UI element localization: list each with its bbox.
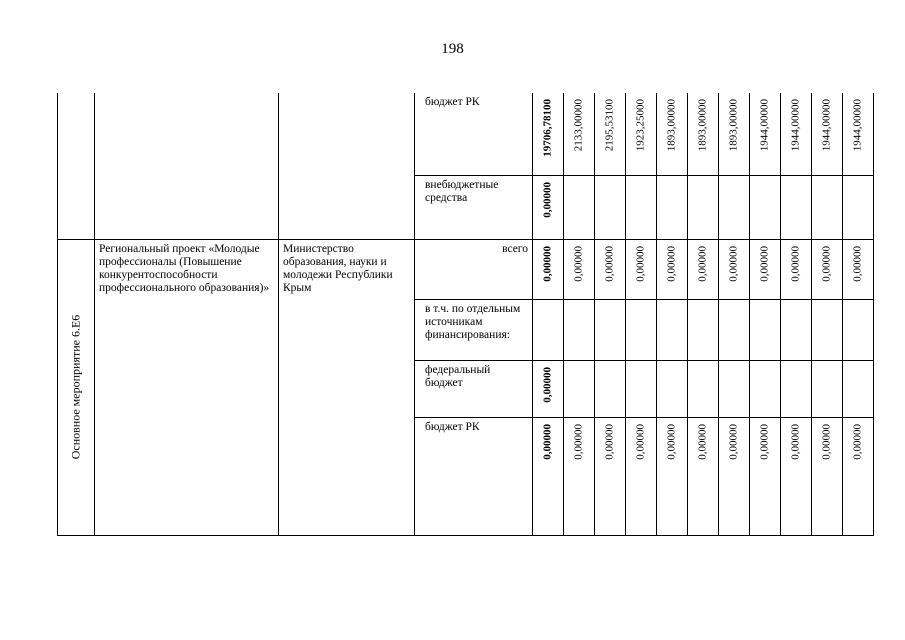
year-value: 0,00000 [789,423,802,460]
label-cell-prev [58,93,95,239]
year-value: 1893,00000 [696,99,709,152]
year-value-cell [564,239,595,299]
year-value-cell [750,360,781,417]
year-value: 0,00000 [634,245,647,282]
funding-source: всего [502,242,528,255]
executor-cell-prev [279,93,415,239]
year-value-cell [688,360,719,417]
page-number: 198 [441,41,464,57]
year-value: 1944,00000 [820,99,833,152]
year-value-cell [626,175,657,239]
year-value: 0,00000 [696,423,709,460]
year-value: 0,00000 [758,245,771,282]
year-value-cell [719,175,750,239]
year-value-cell [626,417,657,535]
year-value-cell [843,239,874,299]
source-cell [415,239,533,299]
total-cell [533,417,564,535]
year-value-cell [812,93,843,175]
year-value-cell [657,93,688,175]
year-value-cell [595,417,626,535]
year-value-cell [595,299,626,360]
year-value: 0,00000 [603,245,616,282]
year-value-cell [781,175,812,239]
total-value: 19706,78100 [541,99,554,157]
year-value-cell [719,360,750,417]
year-value-cell [812,417,843,535]
year-value-cell [750,175,781,239]
source-cell [415,93,533,175]
year-value: 0,00000 [727,245,740,282]
year-value-cell [812,299,843,360]
row-label: Основное мероприятие 6.Е6 [68,314,83,460]
year-value: 1923,25000 [634,99,647,152]
funding-source: бюджет РК [425,420,480,433]
total-value: 0,00000 [541,423,554,460]
year-value-cell [564,175,595,239]
total-value: 0,00000 [541,245,554,282]
year-value-cell [812,239,843,299]
year-value-cell [843,299,874,360]
year-value: 1944,00000 [758,99,771,152]
year-value-cell [843,360,874,417]
year-value-cell [688,93,719,175]
year-value-cell [750,239,781,299]
year-value-cell [719,417,750,535]
year-value: 1944,00000 [851,99,864,152]
year-value-cell [688,175,719,239]
funding-source: в т.ч. по отдельным источникам финансирования: [425,302,521,341]
year-value-cell [781,93,812,175]
year-value: 0,00000 [820,245,833,282]
source-cell [415,299,533,360]
year-value-cell [750,417,781,535]
project-cell [95,239,279,535]
year-value: 1893,00000 [727,99,740,152]
total-cell [533,175,564,239]
year-value: 0,00000 [665,423,678,460]
year-value-cell [719,93,750,175]
executor-cell [279,239,415,535]
total-value: 0,00000 [541,366,554,403]
year-value-cell [781,299,812,360]
year-value-cell [688,417,719,535]
year-value-cell [719,239,750,299]
funding-source: внебюджетные средства [425,178,499,204]
year-value-cell [595,175,626,239]
year-value-cell [812,175,843,239]
year-value: 0,00000 [727,423,740,460]
project-cell-prev [95,93,279,239]
year-value: 2195,53100 [603,99,616,152]
year-value-cell [564,299,595,360]
total-cell [533,360,564,417]
source-cell [415,175,533,239]
year-value-cell [781,360,812,417]
year-value-cell [564,360,595,417]
funding-source: бюджет РК [425,96,480,108]
year-value-cell [688,299,719,360]
year-value: 0,00000 [634,423,647,460]
year-value: 0,00000 [851,245,864,282]
year-value-cell [843,175,874,239]
year-value-cell [781,239,812,299]
funding-source: федеральный бюджет [425,363,491,389]
year-value-cell [626,93,657,175]
year-value: 0,00000 [851,423,864,460]
year-value-cell [750,299,781,360]
year-value-cell [626,299,657,360]
year-value: 0,00000 [572,245,585,282]
total-cell [533,299,564,360]
year-value: 0,00000 [603,423,616,460]
total-cell [533,239,564,299]
year-value-cell [657,175,688,239]
total-value: 0,00000 [541,181,554,218]
year-value-cell [595,93,626,175]
year-value: 1944,00000 [789,99,802,152]
year-value: 1893,00000 [665,99,678,152]
year-value-cell [626,360,657,417]
budget-table [57,93,874,536]
table-row [58,239,874,299]
year-value-cell [843,93,874,175]
year-value-cell [812,360,843,417]
year-value-cell [657,299,688,360]
year-value-cell [750,93,781,175]
year-value: 0,00000 [572,423,585,460]
year-value-cell [688,239,719,299]
project-name: Региональный проект «Молодые профессионалы (Повышение конкурентоспособности профессионального образования)» [99,242,270,294]
year-value: 2133,00000 [572,99,585,152]
year-value: 0,00000 [665,245,678,282]
source-cell [415,360,533,417]
executor: Министерство образования, науки и молодежи Республики Крым [283,242,393,294]
year-value-cell [626,239,657,299]
year-value-cell [595,360,626,417]
year-value: 0,00000 [820,423,833,460]
year-value-cell [657,417,688,535]
year-value-cell [564,93,595,175]
year-value: 0,00000 [758,423,771,460]
year-value-cell [843,417,874,535]
source-cell [415,417,533,535]
year-value-cell [781,417,812,535]
total-cell [533,93,564,175]
year-value-cell [657,360,688,417]
year-value-cell [564,417,595,535]
year-value-cell [719,299,750,360]
year-value: 0,00000 [789,245,802,282]
year-value-cell [595,239,626,299]
year-value: 0,00000 [696,245,709,282]
year-value-cell [657,239,688,299]
row-label-cell [58,239,95,535]
table-row [58,93,874,175]
